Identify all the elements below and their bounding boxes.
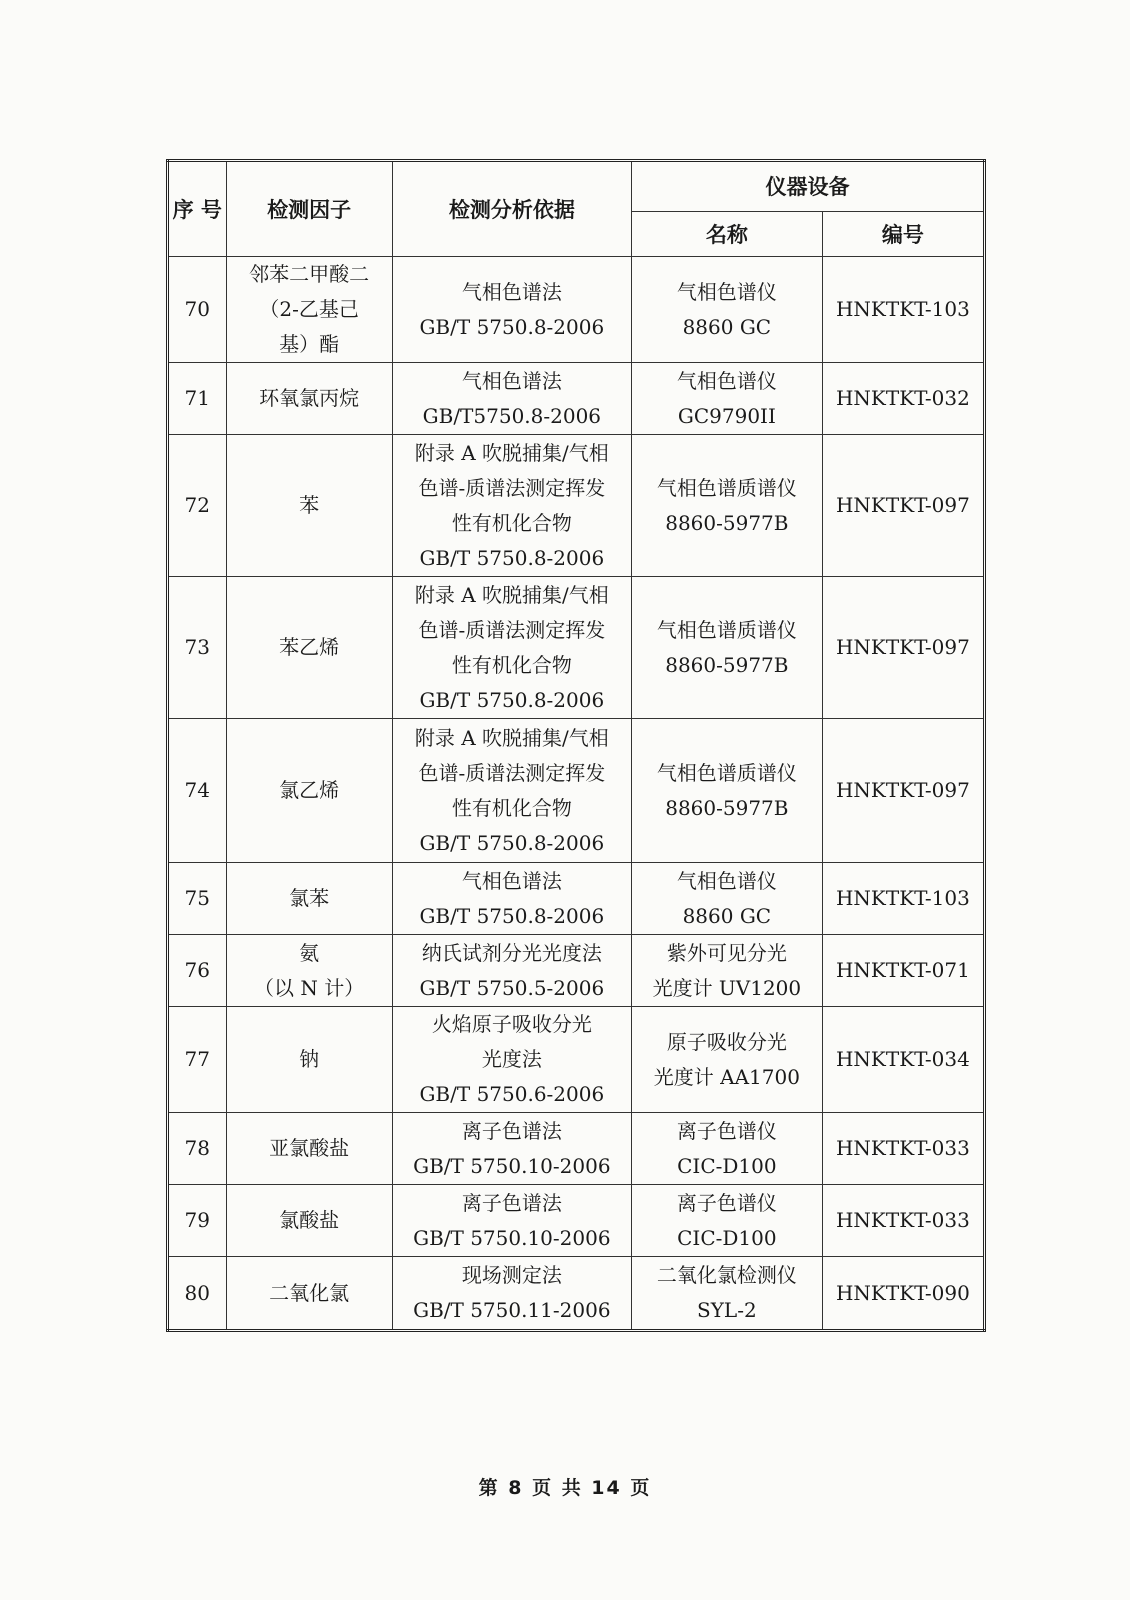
header-seq-line: 号 [200, 196, 222, 222]
table-row [168, 435, 985, 577]
cell-basis-line: 现场测定法 [461, 1263, 562, 1287]
cell-factor-line: 二氧化氯 [269, 1280, 350, 1305]
cell-basis-line: 离子色谱法 [461, 1190, 562, 1215]
cell-seq: 80 [168, 1257, 227, 1331]
cell-basis-line: GB/T 5750.10-2006 [413, 1225, 611, 1250]
cell-instrument [631, 719, 822, 863]
cell-instrument-line: 光度计 UV1200 [652, 975, 802, 1000]
cell-basis-line: 纳氏试剂分光光度法 [421, 940, 602, 965]
table-row [168, 863, 985, 935]
cell-basis [392, 257, 631, 363]
table-row [168, 935, 985, 1007]
cell-factor [226, 1185, 392, 1257]
cell-basis [392, 935, 631, 1007]
cell-basis [392, 1257, 631, 1331]
cell-seq: 75 [168, 863, 227, 935]
table-row [168, 1257, 985, 1331]
cell-factor-line: 基）酯 [279, 332, 340, 356]
cell-number: HNKTKT-032 [822, 363, 984, 435]
cell-basis-line: 性有机化合物 [451, 510, 572, 535]
cell-basis-line: 色谱-质谱法测定挥发 [418, 760, 606, 785]
table-row [168, 719, 985, 863]
cell-number: HNKTKT-090 [822, 1257, 984, 1331]
cell-instrument-line: 二氧化氯检测仪 [656, 1263, 797, 1287]
cell-instrument-line: 气相色谱质谱仪 [656, 475, 797, 500]
cell-instrument-line: 光度计 AA1700 [653, 1064, 800, 1089]
cell-basis [392, 1113, 631, 1185]
cell-number: HNKTKT-033 [822, 1113, 984, 1185]
cell-seq: 79 [168, 1185, 227, 1257]
cell-factor-line: 苯乙烯 [279, 635, 340, 659]
cell-basis-line: 色谱-质谱法测定挥发 [418, 475, 606, 500]
cell-instrument [631, 1257, 822, 1331]
cell-number: HNKTKT-097 [822, 719, 984, 863]
cell-seq: 72 [168, 435, 227, 577]
cell-instrument-line: 8860 GC [682, 903, 772, 928]
cell-basis-line: GB/T 5750.11-2006 [413, 1298, 611, 1322]
cell-factor [226, 1113, 392, 1185]
cell-instrument-line: SYL-2 [697, 1298, 757, 1322]
table-row [168, 577, 985, 719]
cell-basis-line: 气相色谱法 [461, 368, 562, 393]
cell-factor-line: 氯乙烯 [279, 778, 340, 802]
cell-basis-line: 离子色谱法 [461, 1118, 562, 1143]
cell-seq: 77 [168, 1007, 227, 1113]
header-factor: 检测因子 [226, 161, 392, 257]
cell-basis-line: GB/T5750.8-2006 [422, 403, 602, 428]
cell-number: HNKTKT-034 [822, 1007, 984, 1113]
table-row [168, 1113, 985, 1185]
cell-basis-line: 光度法 [481, 1047, 542, 1071]
cell-number: HNKTKT-097 [822, 577, 984, 719]
cell-factor-line: （以 N 计） [254, 975, 365, 1000]
cell-basis-line: 色谱-质谱法测定挥发 [418, 617, 606, 642]
cell-instrument-line: 紫外可见分光 [666, 940, 787, 965]
cell-instrument [631, 257, 822, 363]
header-seq [168, 161, 227, 257]
cell-basis [392, 577, 631, 719]
cell-factor-line: 环氧氯丙烷 [259, 386, 360, 410]
table-row [168, 1007, 985, 1113]
cell-instrument-line: 气相色谱仪 [676, 868, 777, 893]
cell-basis-line: GB/T 5750.8-2006 [419, 545, 605, 570]
cell-factor [226, 719, 392, 863]
cell-number: HNKTKT-097 [822, 435, 984, 577]
page-number: 第 8 页 共 14 页 [478, 1477, 652, 1499]
table-row [168, 257, 985, 363]
cell-factor-line: 亚氯酸盐 [269, 1136, 350, 1160]
cell-seq: 78 [168, 1113, 227, 1185]
cell-instrument-line: CIC-D100 [677, 1225, 777, 1250]
cell-instrument [631, 577, 822, 719]
cell-basis-line: 性有机化合物 [451, 795, 572, 820]
cell-factor-line: 氯酸盐 [279, 1208, 340, 1232]
cell-basis [392, 719, 631, 863]
cell-instrument-line: GC9790II [677, 403, 776, 428]
cell-basis-line: GB/T 5750.8-2006 [419, 687, 605, 712]
cell-seq: 73 [168, 577, 227, 719]
cell-basis-line: 气相色谱法 [461, 868, 562, 893]
table-row [168, 1185, 985, 1257]
header-seq-line: 序 [172, 196, 194, 222]
cell-basis-line: 附录 A 吹脱捕集/气相 [414, 582, 609, 607]
cell-factor [226, 577, 392, 719]
cell-basis-line: 附录 A 吹脱捕集/气相 [414, 725, 609, 750]
cell-instrument-line: 8860 GC [682, 314, 772, 339]
cell-factor-line: 邻苯二甲酸二 [249, 262, 370, 286]
cell-factor-line: 苯 [299, 493, 320, 517]
cell-factor-line: 氯苯 [289, 886, 330, 910]
cell-basis [392, 363, 631, 435]
cell-basis-line: GB/T 5750.5-2006 [419, 975, 605, 1000]
cell-factor [226, 435, 392, 577]
cell-seq: 71 [168, 363, 227, 435]
cell-instrument-line: 气相色谱质谱仪 [656, 760, 797, 785]
table-body [168, 257, 985, 1331]
cell-basis-line: 附录 A 吹脱捕集/气相 [414, 440, 609, 465]
cell-number: HNKTKT-033 [822, 1185, 984, 1257]
cell-instrument [631, 863, 822, 935]
cell-basis-line: 火焰原子吸收分光 [431, 1012, 592, 1036]
cell-factor [226, 935, 392, 1007]
table-row [168, 363, 985, 435]
cell-instrument [631, 1185, 822, 1257]
cell-factor [226, 363, 392, 435]
cell-factor [226, 1257, 392, 1331]
cell-instrument-line: 8860-5977B [665, 510, 789, 535]
cell-instrument [631, 435, 822, 577]
cell-instrument-line: 气相色谱仪 [676, 368, 777, 393]
cell-basis [392, 863, 631, 935]
cell-instrument [631, 1007, 822, 1113]
cell-instrument-line: CIC-D100 [677, 1153, 777, 1178]
cell-instrument [631, 363, 822, 435]
cell-factor [226, 863, 392, 935]
cell-factor-line: 氨 [299, 940, 320, 965]
cell-factor [226, 257, 392, 363]
cell-number: HNKTKT-071 [822, 935, 984, 1007]
cell-basis [392, 435, 631, 577]
cell-factor [226, 1007, 392, 1113]
cell-basis [392, 1185, 631, 1257]
cell-seq: 74 [168, 719, 227, 863]
cell-basis-line: 气相色谱法 [461, 279, 562, 304]
cell-basis-line: GB/T 5750.8-2006 [419, 903, 605, 928]
header-equipment: 仪器设备 [631, 161, 984, 212]
equipment-table [166, 159, 986, 1332]
cell-instrument-line: 离子色谱仪 [676, 1118, 777, 1143]
cell-factor-line: 钠 [299, 1047, 320, 1071]
cell-instrument-line: 离子色谱仪 [676, 1190, 777, 1215]
cell-instrument [631, 935, 822, 1007]
cell-instrument-line: 8860-5977B [665, 795, 789, 820]
header-number: 编号 [822, 212, 984, 257]
cell-basis-line: GB/T 5750.8-2006 [419, 830, 605, 855]
cell-instrument-line: 气相色谱仪 [676, 279, 777, 304]
cell-number: HNKTKT-103 [822, 257, 984, 363]
cell-basis [392, 1007, 631, 1113]
header-basis: 检测分析依据 [392, 161, 631, 257]
cell-basis-line: GB/T 5750.10-2006 [413, 1153, 611, 1178]
cell-number: HNKTKT-103 [822, 863, 984, 935]
cell-basis-line: GB/T 5750.8-2006 [419, 314, 605, 339]
cell-factor-line: （2-乙基己 [259, 297, 359, 321]
cell-basis-line: GB/T 5750.6-2006 [419, 1082, 605, 1106]
cell-basis-line: 性有机化合物 [451, 652, 572, 677]
cell-seq: 70 [168, 257, 227, 363]
cell-seq: 76 [168, 935, 227, 1007]
cell-instrument [631, 1113, 822, 1185]
cell-instrument-line: 原子吸收分光 [666, 1029, 787, 1054]
cell-instrument-line: 8860-5977B [665, 652, 789, 677]
cell-instrument-line: 气相色谱质谱仪 [656, 617, 797, 642]
header-name: 名称 [631, 212, 822, 257]
